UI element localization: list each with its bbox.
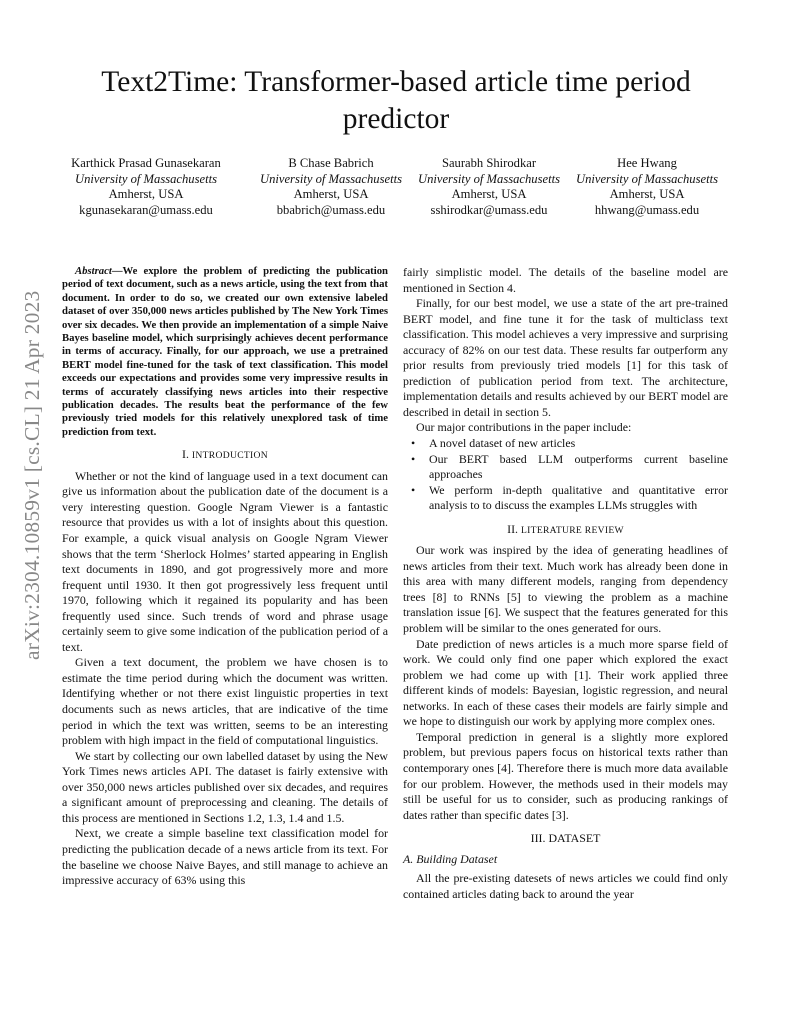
author-location: Amherst, USA <box>451 187 527 201</box>
subsection-heading: A. Building Dataset <box>403 851 498 866</box>
arxiv-side-label: arXiv:2304.10859v1 [cs.CL] 21 Apr 2023 <box>20 290 44 660</box>
paragraph-continuation: fairly simplistic model. The details of the baseline model are mentioned in Section 4. <box>403 265 728 295</box>
author-email: kgunasekaran@umass.edu <box>79 202 213 217</box>
abstract-text: —We explore the problem of predicting the publication period of text document, such as a news article, using the text from that document. In order to do so, we created our own extensive labeled dataset of over 350,000 news articles published by The New York Times over six decades. We then provide an implementation of a simple Naive Bayes baseline model, which surprisingly achieves decent performance in terms of accuracy. Finally, for our approach, we use a pretrained BERT model fine-tuned for the task of text classification. This model exceeds our expectations and provides some very impressive results in terms of accurately classifying news articles into their respective publication decades. The results beat the performance of the few previously tried models for this relatively unexplored task of time prediction from text. <box>62 265 388 438</box>
paragraph: Temporal prediction in general is a slightly more explored problem, but previous papers focus on historical texts rather than contemporary ones [4]. Therefore there is much more data available for our problem. However, the methods used in their models may still be useful for us to consider, such as producing rankings of dates rather than specific dates [3]. <box>403 729 728 822</box>
author-affiliation: University of Massachusetts <box>74 171 217 186</box>
author-name: Karthick Prasad Gunasekaran <box>71 156 221 170</box>
paragraph: We start by collecting our own labelled dataset by using the New York Times news articles API. The dataset is fairly extensive with over 350,000 news articles published over six decades, and requires a significant amount of preprocessing and cleaning. The details of this process are mentioned in Sections 1.2, 1.3, 1.4 and 1.5. <box>62 748 388 825</box>
abstract <box>62 265 388 439</box>
author-4 <box>562 156 732 218</box>
author-name: Hee Hwang <box>617 156 677 170</box>
author-email: hhwang@umass.edu <box>594 202 700 217</box>
contribution-list <box>403 436 728 514</box>
paper-title: Text2Time: Transformer-based article time period predictor <box>101 66 691 135</box>
paragraph: Our major contributions in the paper include: <box>416 420 632 435</box>
author-email: sshirodkar@umass.edu <box>430 202 548 217</box>
paragraph: Our work was inspired by the idea of generating headlines of news articles from their text. Much work has already been done in this area with many different models, ranging from dependency trees [8] to RNNs [5] to viewing the problem as a machine translation issue [6]. We suspect that the features generated for this problem will be similar to the ones generated for ours. <box>403 543 728 636</box>
author-location: Amherst, USA <box>609 187 685 201</box>
section-number: I. <box>182 447 189 462</box>
author-name: Saurabh Shirodkar <box>441 156 537 170</box>
author-affiliation: University of Massachusetts <box>417 171 560 186</box>
author-email: bbabrich@umass.edu <box>276 202 386 217</box>
section-heading-dataset: III. DATASET <box>530 831 601 846</box>
author-name: B Chase Babrich <box>288 156 374 170</box>
paragraph: Whether or not the kind of language used in a text document can give us information about the publication date of the document is a very interesting question. Google Ngram Viewer is a fantastic resource that provides us with a lot of insights about this question. For example, a quick visual analysis on Google Ngram Viewer shows that the term ‘Sherlock Holmes’ started appearing in English text documents in 1890, and got progressively more and more frequent until 1930. It then got progressively less frequent until 1970, following which it regained its popularity and has been frequently used since. Such trends of word and phrase usage certainly seem to give some indication of the publication period of a text. <box>62 468 388 654</box>
section-title: INTRODUCTION <box>191 450 268 462</box>
paragraph: All the pre-existing datesets of news articles we could find only contained articles dating back to around the year <box>403 871 728 901</box>
author-location: Amherst, USA <box>293 187 369 201</box>
section-heading-literature-review <box>403 522 728 539</box>
left-column <box>62 265 388 889</box>
author-affiliation: University of Massachusetts <box>259 171 402 186</box>
section-heading-introduction <box>62 447 388 464</box>
author-affiliation: University of Massachusetts <box>575 171 718 186</box>
list-item: • A novel dataset of new articles <box>429 436 728 452</box>
paragraph: Date prediction of news articles is a much more sparse field of work. We could only find one paper which explored the exact problem we had come up with [1]. Their work applied three different kinds of models: Bayesian, logistic regression, and neural networks. In each of these cases their models are fairly simple and we hope to distinguish our work by applying more complex ones. <box>403 636 728 729</box>
abstract-label: Abstract <box>75 265 112 277</box>
author-location: Amherst, USA <box>108 187 184 201</box>
list-item: • Our BERT based LLM outperforms current baseline approaches <box>429 452 728 483</box>
paragraph: Next, we create a simple baseline text classification model for predicting the publication decade of a news article from its text. For the baseline we choose Naive Bayes, and still manage to achieve an impressive accuracy of 63% using this <box>62 826 388 888</box>
author-2 <box>246 156 416 218</box>
section-number: II. <box>507 521 519 536</box>
list-item: • We perform in-depth qualitative and quantitative error analysis to to discuss the examples LLMs struggles with <box>429 483 728 514</box>
author-3 <box>404 156 574 218</box>
section-title: LITERATURE REVIEW <box>521 524 624 536</box>
author-1 <box>61 156 231 218</box>
right-column <box>403 265 728 902</box>
paragraph: Given a text document, the problem we have chosen is to estimate the time period during which the document was written. Identifying whether or not there exist linguistic properties in text documents such as news articles, that are indicative of the time period in which the text was written, seems to be an interesting problem with high impact in the field of computational linguistics. <box>62 655 388 748</box>
paragraph: Finally, for our best model, we use a state of the art pre-trained BERT model, and fine tune it for the task of multiclass text classification. This model achieves a very impressive and surprising accuracy of 82% on our test data. These results far outperform any prior results from previously tried models [1] for this task of prediction of publication period from text. The architecture, implementation details and results achieved by our BERT model are described in detail in section 5. <box>403 296 728 419</box>
